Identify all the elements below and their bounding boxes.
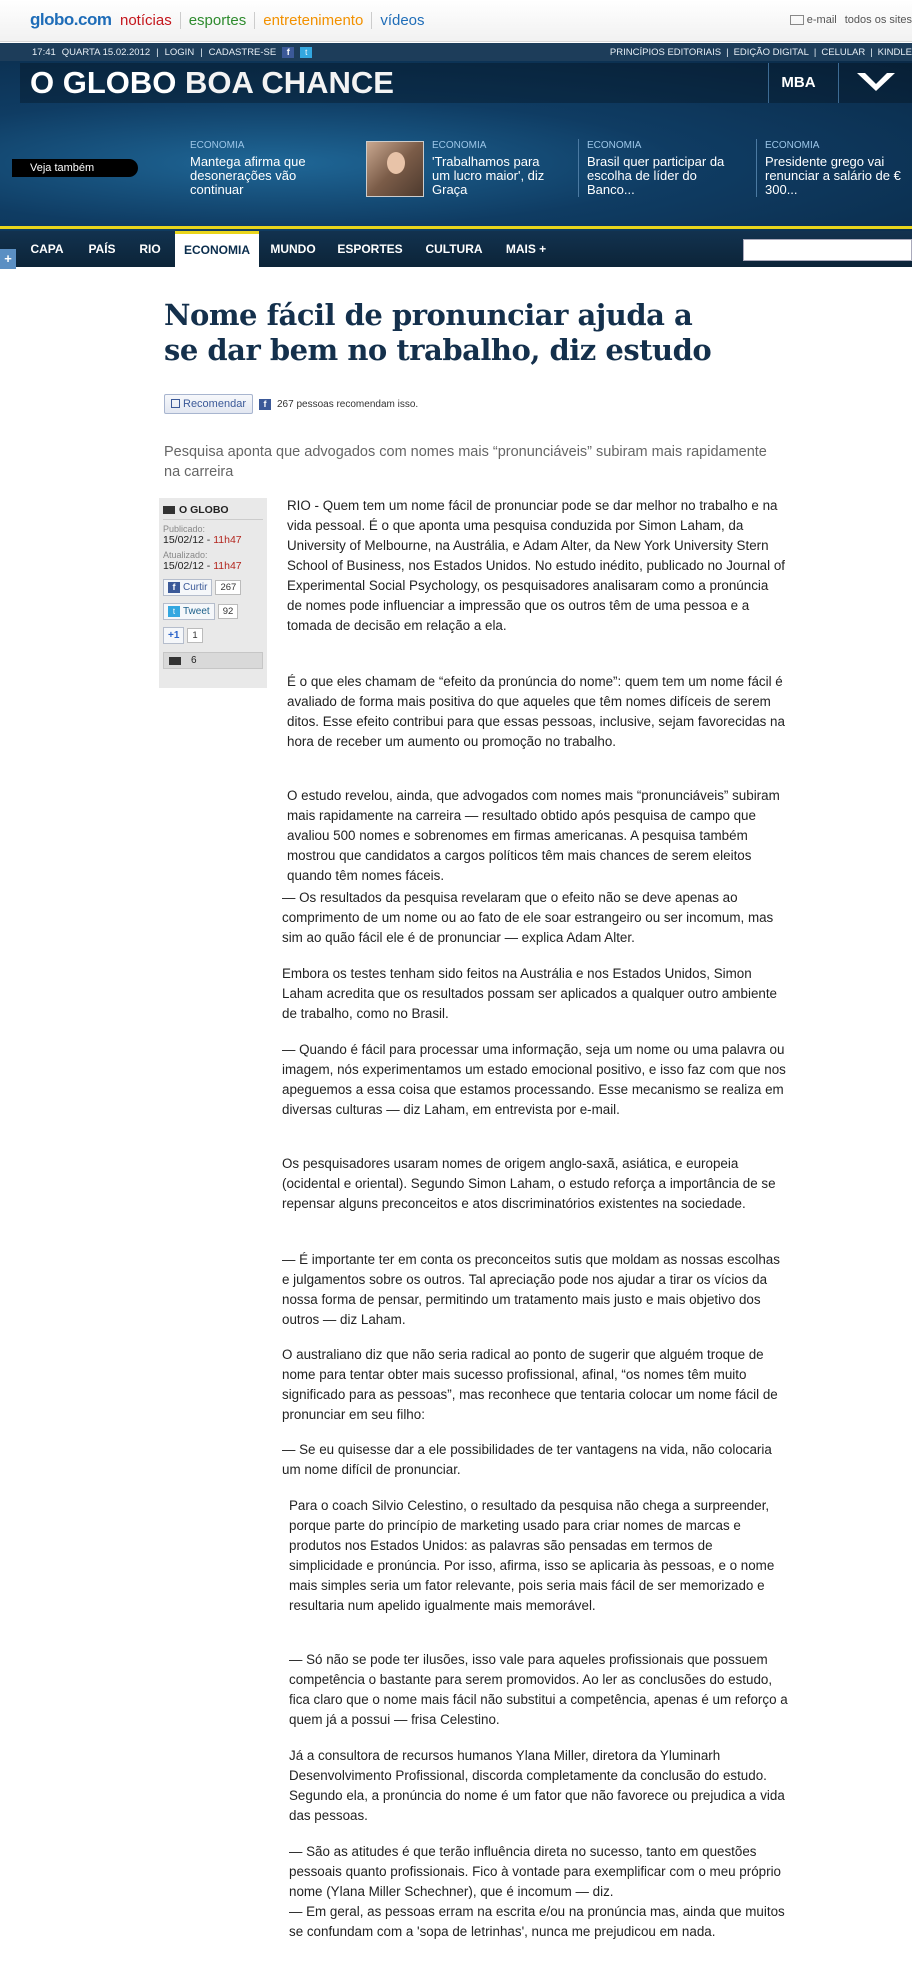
- nav-esportes[interactable]: esportes: [180, 12, 255, 29]
- globo-topbar: [0, 0, 912, 42]
- tab-esportes[interactable]: ESPORTES: [337, 242, 403, 256]
- email-link[interactable]: e-mail: [790, 14, 837, 26]
- editorial-principles-link[interactable]: PRINCÍPIOS EDITORIAIS: [609, 47, 722, 58]
- nav-videos[interactable]: vídeos: [371, 12, 432, 29]
- article-paragraph: RIO - Quem tem um nome fácil de pronunciar pode se dar melhor no trabalho e na vida pessoal. É o que aponta uma pesquisa conduzida por Simon Laham, da University of Melbourne, na Austrália, e Adam Alter, da New York University Stern School of Business, nos Estados Unidos. No estudo inédito, publicado no Journal of Experimental Social Psychology, os pesquisadores analisaram como a pronúncia de nomes pode influenciar a impressão que os outros têm de uma pessoa e a tomada de decisão em relação a ela.: [287, 498, 785, 633]
- article-paragraph: — Só não se pode ter ilusões, isso vale para aqueles profissionais que possuem competência o bastante para serem promovidos. Ao ler as conclusões do estudo, fica claro que o nome mais fácil não substitui a competência, apenas é um reforço a quem já a possui — frisa Celestino.: [289, 1652, 788, 1727]
- tab-capa[interactable]: CAPA: [30, 242, 64, 256]
- tab-rio[interactable]: RIO: [139, 242, 161, 256]
- article-subtitle: Pesquisa aponta que advogados com nomes mais “pronunciáveis” subiram mais rapidamente na carreira: [164, 444, 767, 480]
- login-link[interactable]: LOGIN: [164, 47, 195, 58]
- article-paragraph: É o que eles chamam de “efeito da pronúncia do nome”: quem tem um nome fácil é avaliado de forma mais positiva do que aqueles que têm nomes difíceis de serem ditos. Esse efeito contribui para que essas pessoas, inclusive, sejam favorecidas na hora de receber um aumento ou promoção no trabalho.: [287, 674, 785, 749]
- article-paragraph: Para o coach Silvio Celestino, o resultado da pesquisa não chega a surpreender, porque parte do princípio de marketing usado para criar nomes de marcas e produtos nos Estados Unidos: as palavras são pensadas em termos de simplicidade e pronúncia. Por isso, afirma, isso se aplicaria às pessoas, e o nome mais simples seria um fator relevante, pois seria mais fácil de ser memorizado e resultaria num apelido igualmente mais memorável.: [289, 1498, 775, 1613]
- tab-pais[interactable]: PAÍS: [88, 242, 116, 256]
- recommend-count: 267 pessoas recomendam isso.: [276, 398, 419, 410]
- related-news-1[interactable]: ECONOMIA Mantega afirma que desonerações vão continuar: [190, 140, 306, 197]
- related-news-2[interactable]: ECONOMIA 'Trabalhamos para um lucro maior', diz Graça: [432, 140, 545, 197]
- article-meta-sidebar: [159, 498, 267, 688]
- mba-link[interactable]: MBA: [768, 63, 828, 103]
- article-paragraph: Já a consultora de recursos humanos Ylana Miller, diretora da Yluminarh Desenvolvimento Profissional, discorda completamente da conclusão do estudo. Segundo ela, a pronúncia do nome é um fator que não favorece ou prejudica a vida das pessoas.: [289, 1748, 785, 1823]
- article-paragraph: — São as atitudes é que terão influência direta no sucesso, tanto em questões pessoais quanto profissionais. Fico à vontade para exemplificar com o meu próprio nome (Ylana Miller Schechner), que é incomum — diz.: [289, 1844, 781, 1899]
- plusone-button[interactable]: +1: [163, 627, 184, 644]
- tweet-button[interactable]: t Tweet: [163, 603, 215, 620]
- published-label: Publicado:: [163, 524, 206, 534]
- article-paragraph: O estudo revelou, ainda, que advogados com nomes mais “pronunciáveis” subiram mais rapidamente na carreira — resultado obtido após pesquisa de campo que avaliou 500 nomes e sobrenomes em firmas americanas. A pesquisa também mostrou que candidatos a cargos políticos têm mais chances de serem eleitos quando têm nomes fáceis.: [287, 788, 780, 883]
- tab-mais[interactable]: MAIS +: [505, 242, 547, 256]
- tab-economia[interactable]: ECONOMIA: [175, 231, 259, 267]
- tab-mundo[interactable]: MUNDO: [270, 242, 316, 256]
- recommend-button[interactable]: Recomendar: [164, 394, 253, 414]
- envelope-icon: [163, 506, 175, 514]
- facebook-icon[interactable]: f: [282, 47, 294, 58]
- topbar-right-links: [790, 14, 912, 26]
- mail-icon: [790, 15, 804, 25]
- digital-edition-link[interactable]: EDIÇÃO DIGITAL: [733, 47, 809, 58]
- related-news-4[interactable]: ECONOMIA Presidente grego vai renunciar a salário de € 300...: [756, 139, 912, 197]
- article-paragraph: — Se eu quisesse dar a ele possibilidades de ter vantagens na vida, não colocaria um nome difícil de pronunciar.: [282, 1442, 772, 1477]
- published-date: 15/02/12 - 11h47: [163, 534, 242, 546]
- signup-link[interactable]: CADASTRE-SE: [208, 47, 277, 58]
- updated-date: 15/02/12 - 11h47: [163, 560, 242, 572]
- facebook-icon: f: [259, 399, 271, 410]
- updated-label: Atualizado:: [163, 550, 208, 560]
- twitter-icon: t: [168, 606, 180, 617]
- article-source: O GLOBO: [163, 502, 263, 520]
- info-bar: 17:41 QUARTA 15.02.2012 | LOGIN | CADASTRE-SE f t PRINCÍPIOS EDITORIAIS | EDIÇÃO DIGITAL | CELULAR | KINDLE: [0, 43, 912, 61]
- email-count: 6: [191, 655, 197, 666]
- globo-logo[interactable]: globo.com: [30, 10, 112, 29]
- related-news-3[interactable]: ECONOMIA Brasil quer participar da escolha de líder do Banco...: [578, 139, 748, 197]
- portal-nav: [112, 12, 433, 29]
- like-count: 267: [215, 580, 241, 595]
- facebook-icon: f: [168, 582, 180, 593]
- tab-cultura[interactable]: CULTURA: [425, 242, 483, 256]
- nav-entretenimento[interactable]: entretenimento: [254, 12, 371, 29]
- brand-title[interactable]: O GLOBO BOA CHANCE: [30, 65, 394, 100]
- all-sites-link[interactable]: todos os sites: [844, 14, 912, 26]
- article-paragraph: — Em geral, as pessoas erram na escrita e/ou na pronúncia mas, ainda que muitos se confundam com a 'sopa de letrinhas', nunca me prejudicou em nada.: [289, 1904, 785, 1939]
- kindle-link[interactable]: KINDLE: [877, 47, 912, 58]
- current-date: QUARTA 15.02.2012: [61, 47, 151, 58]
- envelope-icon: [169, 657, 181, 665]
- like-row: [163, 579, 263, 596]
- expand-plus-icon[interactable]: +: [0, 249, 16, 269]
- article-title: Nome fácil de pronunciar ajuda a se dar bem no trabalho, diz estudo: [164, 298, 712, 367]
- email-share-button[interactable]: [163, 652, 263, 669]
- recommend-bar: [164, 394, 418, 414]
- plusone-row: [163, 627, 263, 644]
- twitter-icon[interactable]: t: [300, 47, 312, 58]
- section-header: [0, 61, 912, 231]
- nav-noticias[interactable]: notícias: [120, 12, 172, 29]
- like-button[interactable]: f Curtir: [163, 579, 212, 596]
- thumbs-up-icon: [171, 399, 180, 408]
- tweet-row: [163, 603, 263, 620]
- tweet-count: 92: [218, 604, 239, 619]
- article-paragraph: O australiano diz que não seria radical ao ponto de sugerir que alguém troque de nome para tentar obter mais sucesso profissional, afinal, “os nomes têm muito significado para as pessoas”, mas reconhece que tentaria colocar um nome fácil de pronunciar em seu filho:: [282, 1347, 778, 1422]
- current-time: 17:41: [32, 47, 56, 58]
- logo-v-icon[interactable]: [838, 63, 912, 103]
- search-input[interactable]: [743, 239, 912, 261]
- article-paragraph: — Os resultados da pesquisa revelaram que o efeito não se deve apenas ao comprimento de um nome ou ao fato de ele soar estrangeiro ou ser incomum, mas sim ao quão fácil ele é de pronunciar — explica Adam Alter.: [282, 890, 774, 945]
- article-paragraph: Embora os testes tenham sido feitos na Austrália e nos Estados Unidos, Simon Laham acredita que os resultados possam ser aplicados a qualquer outro ambiente de trabalho, como no Brasil.: [282, 966, 778, 1021]
- article-paragraph: — É importante ter em conta os preconceitos sutis que moldam as nossas escolhas e julgamentos sobre os outros. Tal apreciação pode nos ajudar a tirar os vícios da nossa forma de pensar, permitindo um tratamento mais justo e mais objetivo dos outros — diz Laham.: [282, 1252, 780, 1327]
- section-nav: [0, 231, 912, 267]
- news-thumbnail-image[interactable]: [366, 141, 424, 197]
- see-also-label: Veja também: [12, 159, 138, 177]
- article-paragraph: — Quando é fácil para processar uma informação, seja um nome ou uma palavra ou imagem, nós experimentamos um estado emocional positivo, e isso faz com que nos apeguemos a essa coisa que estamos processando. Esse mecanismo se realiza em diversas culturas — diz Laham, em entrevista por e-mail.: [282, 1042, 786, 1117]
- mobile-link[interactable]: CELULAR: [821, 47, 866, 58]
- plusone-count: 1: [187, 628, 202, 643]
- article-paragraph: Os pesquisadores usaram nomes de origem anglo-saxã, asiática, e europeia (ocidental e oriental). Segundo Simon Laham, o estudo reforça a importância de se repensar alguns preconceitos e atos discriminatórios existentes na sociedade.: [282, 1156, 776, 1211]
